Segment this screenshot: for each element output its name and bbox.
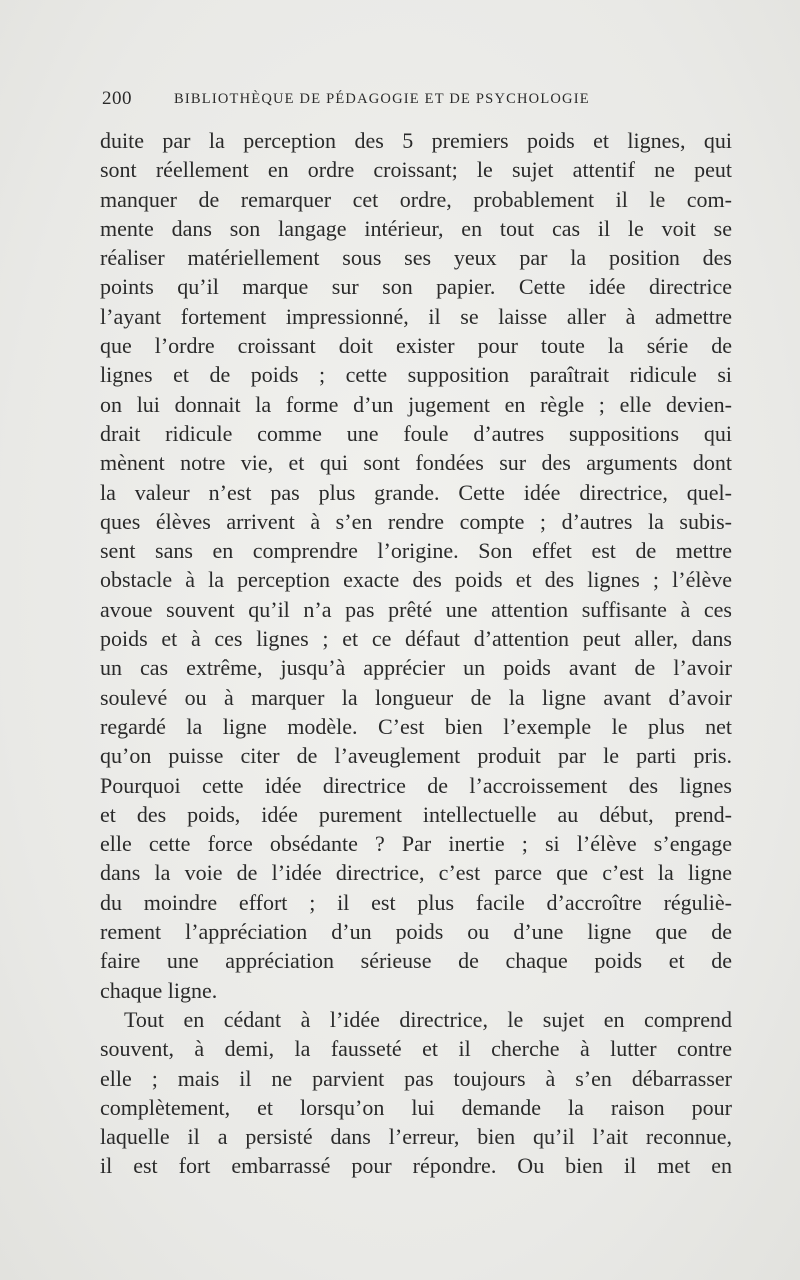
running-head: BIBLIOTHÈQUE DE PÉDAGOGIE ET DE PSYCHOLOGIE [174,91,590,107]
text-line: souvent, à demi, la fausseté et il cherche à lutter contre [100,1036,732,1062]
text-line: l’ayant fortement impressionné, il se laisse aller à admettre [100,303,732,329]
text-line: regardé la ligne modèle. C’est bien l’exemple le plus net [100,713,732,739]
page-number: 200 [102,88,132,109]
text-line: elle ; mais il ne parvient pas toujours à s’en débarrasser [100,1065,732,1091]
text-line: il est fort embarrassé pour répondre. Ou bien il met en [100,1153,732,1179]
text-line: dans la voie de l’idée directrice, c’est parce que c’est la ligne [100,860,732,886]
text-line: mènent notre vie, et qui sont fondées sur des arguments dont [100,450,732,476]
text-line: complètement, et lorsqu’on lui demande la raison pour [100,1094,732,1120]
text-line: drait ridicule comme une foule d’autres suppositions qui [100,420,732,446]
text-line: points qu’il marque sur son papier. Cette idée directrice [100,274,732,300]
text-line: chaque ligne. [100,977,218,1003]
text-line: faire une appréciation sérieuse de chaque poids et de [100,948,732,974]
text-line: du moindre effort ; il est plus facile d’accroître réguliè- [100,889,732,915]
text-line: manquer de remarquer cet ordre, probablement il le com- [100,186,732,212]
text-line: sont réellement en ordre croissant; le sujet attentif ne peut [100,157,732,183]
page-header [102,88,654,114]
text-line: lignes et de poids ; cette supposition paraîtrait ridicule si [100,362,732,388]
text-line: laquelle il a persisté dans l’erreur, bien qu’il l’ait reconnue, [100,1124,732,1150]
paragraph-2 [100,1005,732,1181]
text-line: sent sans en comprendre l’origine. Son effet est de mettre [100,538,732,564]
text-line: elle cette force obsédante ? Par inertie ; si l’élève s’engage [100,831,732,857]
text-line: duite par la perception des 5 premiers poids et lignes, qui [100,128,732,153]
text-line: la valeur n’est pas plus grande. Cette idée directrice, quel- [100,479,732,505]
text-line: soulevé ou à marquer la longueur de la ligne avant d’avoir [100,684,732,710]
text-line: Tout en cédant à l’idée directrice, le sujet en comprend [124,1006,732,1032]
text-line: qu’on puisse citer de l’aveuglement produit par le parti pris. [100,743,732,769]
text-line: un cas extrême, jusqu’à apprécier un poids avant de l’avoir [100,655,732,681]
text-line: obstacle à la perception exacte des poids et des lignes ; l’élève [100,567,732,593]
text-line: rement l’appréciation d’un poids ou d’une ligne que de [100,919,732,945]
paragraph-1 [100,126,732,1005]
text-line: on lui donnait la forme d’un jugement en règle ; elle devien- [100,391,732,417]
text-line: et des poids, idée purement intellectuelle au début, prend- [100,801,732,827]
text-line: que l’ordre croissant doit exister pour toute la série de [100,333,732,359]
text-line: Pourquoi cette idée directrice de l’accroissement des lignes [100,772,732,798]
text-line: poids et à ces lignes ; et ce défaut d’attention peut aller, dans [100,626,732,652]
body-text [100,126,732,1181]
text-line: mente dans son langage intérieur, en tout cas il le voit se [100,215,732,241]
text-line: avoue souvent qu’il n’a pas prêté une attention suffisante à ces [100,596,732,622]
text-line: ques élèves arrivent à s’en rendre compte ; d’autres la subis- [100,508,732,534]
text-line: réaliser matériellement sous ses yeux par la position des [100,245,732,271]
